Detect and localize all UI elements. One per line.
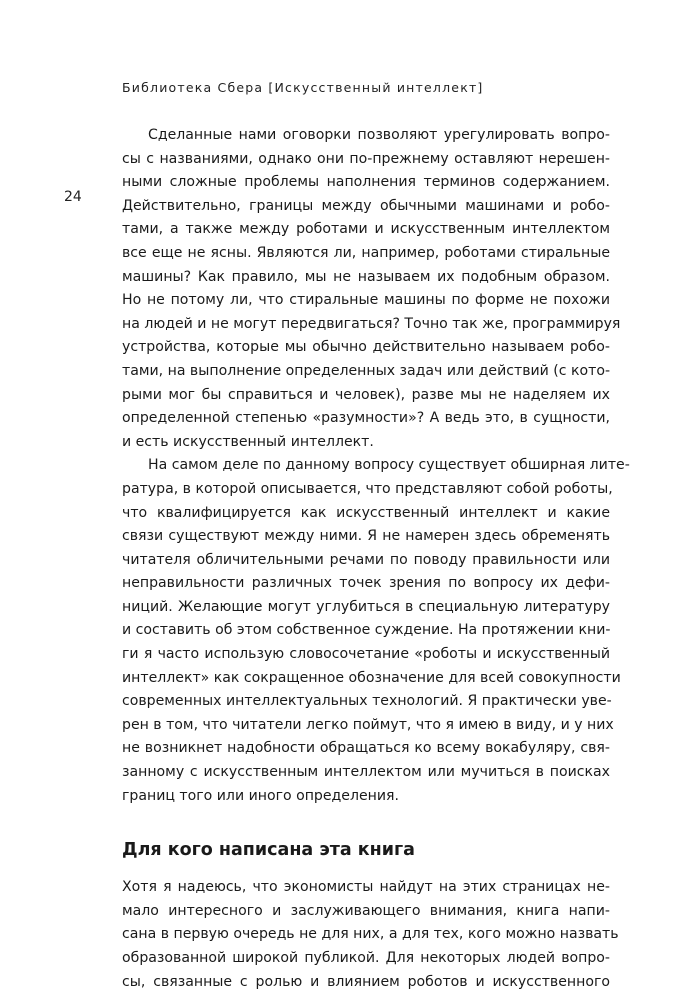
text-line: и составить об этом собственное суждение. На протяжении кни-: [122, 622, 611, 639]
text-line: и есть искусственный интеллект.: [122, 433, 374, 450]
text-line: на людей и не могут передвигаться? Точно так же, программируя: [122, 315, 621, 332]
text-line: На самом деле по данному вопросу существует обширная лите-: [148, 457, 630, 474]
text-line: рыми мог бы справиться и человек), разве мы не наделяем их: [122, 386, 610, 403]
text-line: сы, связанные с ролью и влиянием роботов и искусственного: [122, 973, 610, 990]
paragraph-2: [122, 454, 630, 808]
text-line: читателя обличительными речами по поводу правильности или: [122, 551, 610, 568]
text-line: устройства, которые мы обычно действительно называем робо-: [122, 339, 610, 356]
paragraph-3: [122, 876, 619, 994]
text-line: ниций. Желающие могут углубиться в специальную литературу: [122, 598, 610, 615]
text-line: связи существуют между ними. Я не намерен здесь обременять: [122, 528, 610, 545]
running-head: Библиотека Сбера [Искусственный интеллект]: [122, 80, 484, 95]
page-number: 24: [64, 189, 82, 205]
text-line: мало интересного и заслуживающего внимания, книга напи-: [122, 902, 610, 919]
text-line: образованной широкой публикой. Для некоторых людей вопро-: [122, 950, 610, 966]
text-line: неправильности различных точек зрения по вопросу их дефи-: [122, 575, 610, 592]
text-line: машины? Как правило, мы не называем их подобным образом.: [122, 268, 610, 285]
text-line: границ того или иного определения.: [122, 787, 399, 804]
text-line: интеллект» как сокращенное обозначение для всей совокупности: [122, 669, 621, 686]
paragraph-1: [122, 124, 621, 454]
text-line: тами, а также между роботами и искусственным интеллектом: [122, 221, 610, 238]
text-line: Но не потому ли, что стиральные машины по форме не похожи: [122, 292, 610, 309]
text-line: сы с названиями, однако они по-прежнему оставляют нерешен-: [122, 150, 610, 167]
text-column: [122, 124, 630, 994]
text-line: тами, на выполнение определенных задач или действий (с кото-: [122, 362, 611, 379]
section-heading: Для кого написана эта книга: [122, 840, 415, 861]
text-line: не возникнет надобности обращаться ко всему вокабуляру, свя-: [122, 740, 610, 757]
text-line: все еще не ясны. Являются ли, например, роботами стиральные: [122, 244, 610, 261]
text-line: ги я часто использую словосочетание «роботы и искусственный: [122, 646, 610, 663]
text-line: Хотя я надеюсь, что экономисты найдут на этих страницах не-: [122, 879, 610, 896]
text-line: современных интеллектуальных технологий. Я практически уве-: [122, 693, 612, 710]
text-line: ными сложные проблемы наполнения терминов содержанием.: [122, 174, 610, 191]
text-line: что квалифицируется как искусственный интеллект и какие: [122, 504, 610, 521]
text-line: Действительно, границы между обычными машинами и робо-: [122, 197, 610, 214]
text-line: ратура, в которой описывается, что представляют собой роботы,: [122, 480, 613, 497]
text-line: Сделанные нами оговорки позволяют урегулировать вопро-: [148, 127, 610, 143]
text-line: сана в первую очередь не для них, а для тех, кого можно назвать: [122, 926, 619, 943]
text-line: занному с искусственным интеллектом или мучиться в поисках: [122, 764, 610, 781]
text-line: определенной степенью «разумности»? А ведь это, в сущности,: [122, 410, 610, 427]
text-line: рен в том, что читатели легко поймут, что я имею в виду, и у них: [122, 716, 614, 733]
